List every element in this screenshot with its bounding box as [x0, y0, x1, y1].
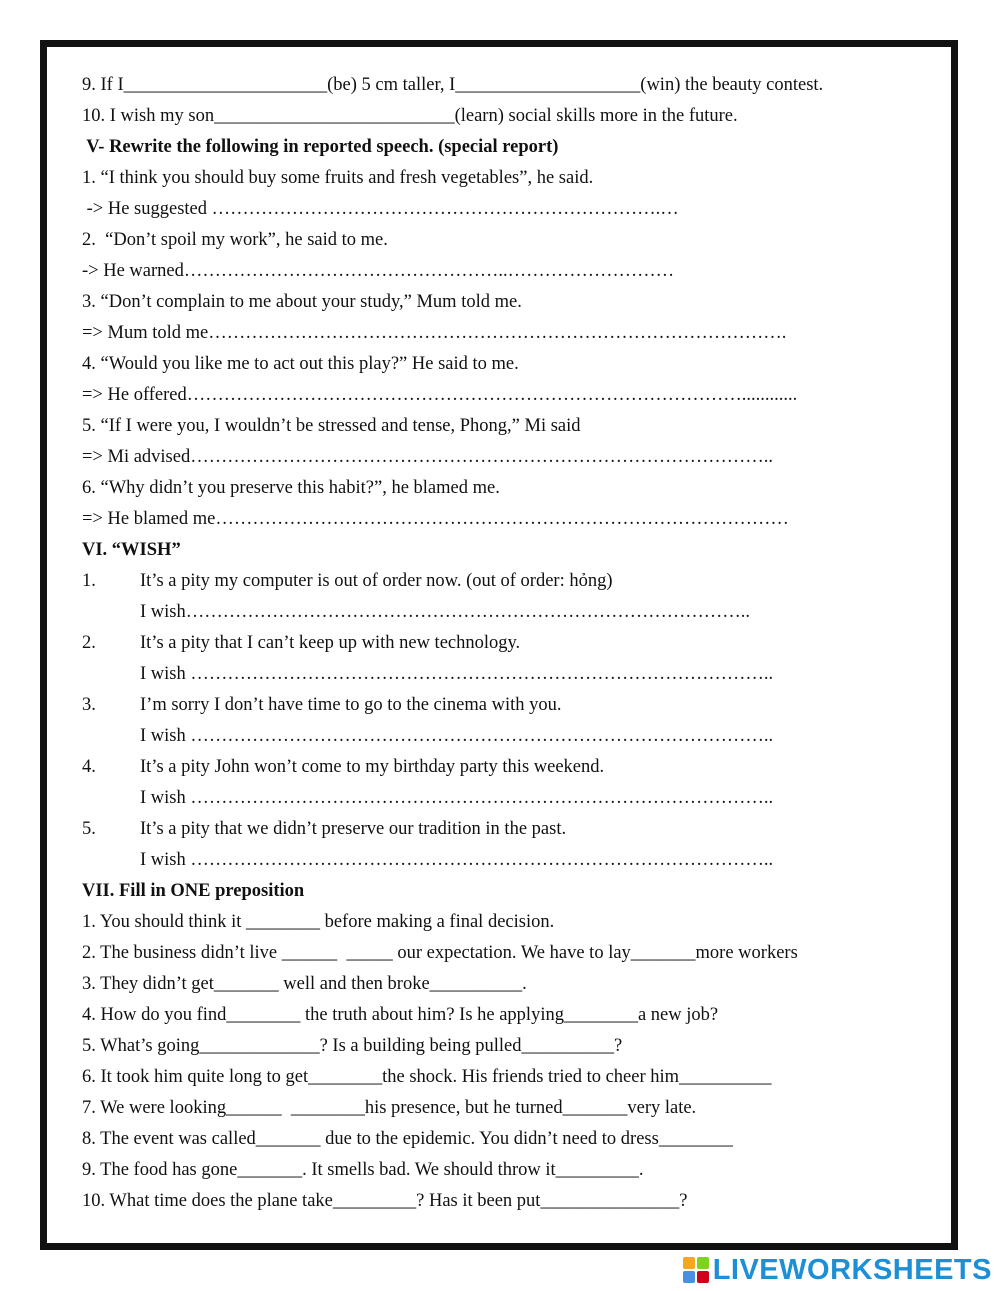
worksheet-line: 6. “Why didn’t you preserve this habit?”, he blamed me.: [82, 478, 500, 498]
item-number: 5.: [82, 819, 96, 839]
item-number: 2.: [82, 633, 96, 653]
logo-block-1: [683, 1257, 695, 1269]
item-text: I’m sorry I don’t have time to go to the cinema with you.: [140, 695, 562, 715]
worksheet-line: 2. The business didn’t live ______ _____ our expectation. We have to lay_______more workers: [82, 943, 798, 963]
worksheet-line: 6. It took him quite long to get________the shock. His friends tried to cheer him__________: [82, 1067, 772, 1087]
item-text: I wish …………………………………………………………………………………..: [140, 726, 774, 746]
worksheet-line: 1. You should think it ________ before making a final decision.: [82, 912, 555, 932]
worksheet-line: 2. “Don’t spoil my work”, he said to me.: [82, 230, 388, 250]
worksheet-line: 10. What time does the plane take_________? Has it been put_______________?: [82, 1191, 688, 1211]
logo-block-3: [683, 1271, 695, 1283]
worksheet-line: => He offered………………………………………………………………………………............: [82, 385, 798, 405]
worksheet-line: -> He suggested ……………………………………………………………….…: [82, 199, 679, 219]
worksheet-line: 5. “If I were you, I wouldn’t be stressed and tense, Phong,” Mi said: [82, 416, 581, 436]
worksheet-line: => He blamed me…………………………………………………………………………………: [82, 509, 789, 529]
item-text: I wish …………………………………………………………………………………..: [140, 664, 774, 684]
worksheet-line: 10. I wish my son__________________________(learn) social skills more in the future.: [82, 106, 738, 126]
worksheet-line: => Mi advised…………………………………………………………………………………..: [82, 447, 773, 467]
item-text: I wish………………………………………………………………………………..: [140, 602, 750, 622]
worksheet-line: 3. “Don’t complain to me about your study,” Mum told me.: [82, 292, 522, 312]
logo-block-4: [697, 1271, 709, 1283]
item-text: It’s a pity that we didn’t preserve our tradition in the past.: [140, 819, 567, 839]
liveworksheets-logo: [683, 1253, 992, 1287]
worksheet-line: 1. “I think you should buy some fruits and fresh vegetables”, he said.: [82, 168, 594, 188]
item-text: It’s a pity John won’t come to my birthday party this weekend.: [140, 757, 605, 777]
item-text: I wish …………………………………………………………………………………..: [140, 850, 774, 870]
worksheet-line: 9. The food has gone_______. It smells bad. We should throw it_________.: [82, 1160, 644, 1180]
worksheet-line: 7. We were looking______ ________his presence, but he turned_______very late.: [82, 1098, 697, 1118]
worksheet-line: 3. They didn’t get_______ well and then broke__________.: [82, 974, 527, 994]
item-number: 1.: [82, 571, 96, 591]
section-heading: V- Rewrite the following in reported speech. (special report): [82, 137, 559, 157]
worksheet-line: 9. If I______________________(be) 5 cm taller, I____________________(win) the beauty contest.: [82, 75, 824, 95]
section-heading: VI. “WISH”: [82, 540, 181, 560]
item-text: I wish …………………………………………………………………………………..: [140, 788, 774, 808]
item-text: It’s a pity my computer is out of order now. (out of order: hỏng): [140, 571, 613, 591]
worksheet-line: 4. How do you find________ the truth about him? Is he applying________a new job?: [82, 1005, 719, 1025]
brand-name: LIVEWORKSHEETS: [712, 1253, 992, 1286]
item-number: 4.: [82, 757, 96, 777]
logo-block-2: [697, 1257, 709, 1269]
worksheet-line: => Mum told me………………………………………………………………………………….: [82, 323, 787, 343]
logo-blocks-icon: [683, 1257, 709, 1283]
section-heading: VII. Fill in ONE preposition: [82, 881, 305, 901]
item-text: It’s a pity that I can’t keep up with new technology.: [140, 633, 521, 653]
worksheet-line: -> He warned……………………………………………..………………………: [82, 261, 675, 281]
worksheet-line: 4. “Would you like me to act out this play?” He said to me.: [82, 354, 519, 374]
worksheet-line: 8. The event was called_______ due to the epidemic. You didn’t need to dress________: [82, 1129, 733, 1149]
item-number: 3.: [82, 695, 96, 715]
worksheet-line: 5. What’s going_____________? Is a building being pulled__________?: [82, 1036, 623, 1056]
